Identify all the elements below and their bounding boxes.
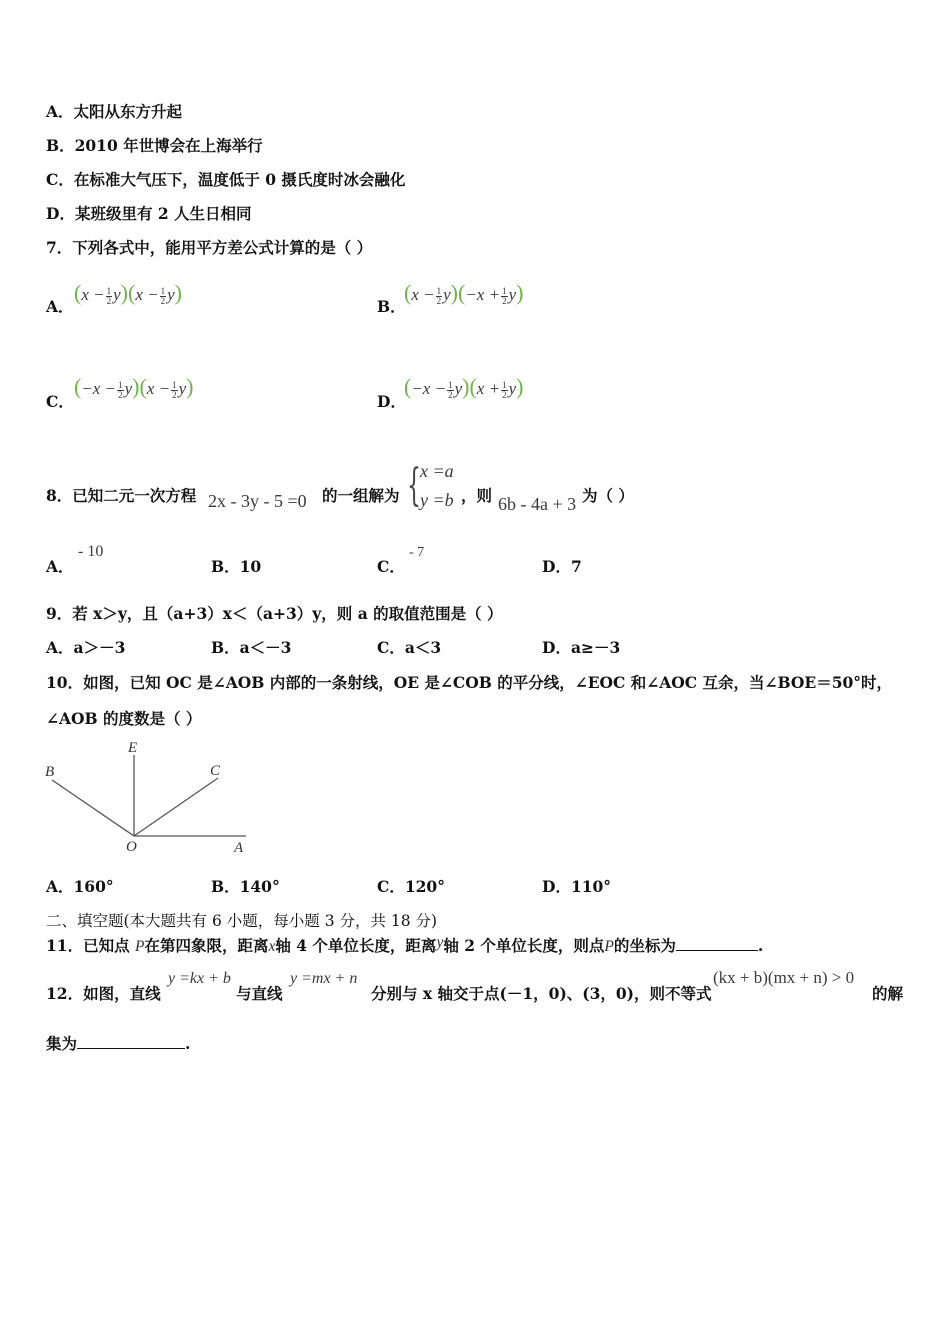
q7-expr-a: (x − $\frac{1}{2}$ y)(x − $\frac{1}{2}$ y): [74, 280, 182, 306]
q7-label-d: D．: [377, 392, 406, 411]
q8-expression: 6b - 4a + 3: [498, 494, 577, 514]
q8-equation: 2x - 3y - 5 =0: [208, 491, 307, 511]
q7-expr-c: (−x − $\frac{1}{2}$ y)(x − $\frac{1}{2}$ y): [74, 374, 194, 400]
q9-option-a: A．a＞－3: [46, 638, 126, 657]
q8-system-brace: {: [407, 460, 421, 511]
figure-label-o: O: [126, 839, 137, 855]
q8-option-a-value: - 10: [78, 543, 104, 560]
q9-option-d: D．a≥－3: [542, 638, 621, 657]
q6-option-c: C．在标准大气压下，温度低于 0 摄氏度时冰会融化: [46, 170, 406, 189]
figure-label-b: B: [45, 764, 55, 780]
ray-ob: [52, 780, 134, 836]
q7-label-a: A．: [46, 297, 74, 316]
q9-option-b: B．a＜－3: [211, 638, 292, 657]
q12-answer-blank[interactable]: [77, 1048, 185, 1049]
q6-option-d: D．某班级里有 2 人生日相同: [46, 204, 252, 223]
q12-stem-e: 集为 .: [46, 1034, 191, 1053]
q10-option-b: B．140°: [211, 877, 280, 896]
q9-option-c: C．a＜3: [377, 638, 442, 657]
q12-stem-a: 12．如图，直线: [46, 984, 161, 1003]
figure-label-e: E: [128, 740, 138, 756]
q10-option-a: A．160°: [46, 877, 114, 896]
q8-stem-a: 8．已知二元一次方程: [46, 486, 197, 505]
q10-stem-line1: 10．如图，已知 OC 是∠AOB 内部的一条射线，OE 是∠COB 的平分线，∠EOC 和∠AOC 互余，当∠BOE＝50°时，: [46, 673, 893, 692]
q8-option-a-label: A．: [46, 557, 74, 576]
q12-inequality: (kx + b)(mx + n) > 0: [713, 968, 855, 987]
figure-label-c: C: [210, 763, 221, 779]
q8-option-d: D．7: [542, 557, 582, 576]
q7-expr-d: (−x − $\frac{1}{2}$ y)(x + $\frac{1}{2}$ y): [404, 374, 524, 400]
q8-system-eq1: x =a: [420, 461, 454, 481]
q6-option-a: A．太阳从东方升起: [46, 102, 183, 121]
q8-stem-d: 为（ ）: [582, 486, 634, 505]
q12-line2: y =mx + n: [290, 970, 358, 987]
q8-option-b: B．10: [211, 557, 262, 576]
q10-option-c: C．120°: [377, 877, 445, 896]
q12-stem-c: 分别与 x 轴交于点(－1，0)、(3，0)，则不等式: [371, 984, 712, 1003]
q6-option-b: B．2010 年世博会在上海举行: [46, 136, 263, 155]
q8-option-c-label: C．: [377, 557, 405, 576]
q7-label-b: B．: [377, 297, 406, 316]
figure-label-a: A: [234, 840, 244, 856]
q8-stem-c: ，则: [461, 486, 493, 505]
q9-stem: 9．若 x＞y，且（a+3）x＜（a+3）y，则 a 的取值范围是（ ）: [46, 604, 503, 623]
q10-angle-figure: [40, 736, 260, 864]
q7-label-c: C．: [46, 392, 74, 411]
q11-line: 11．已知点 P在第四象限，距离x轴 4 个单位长度，距离y轴 2 个单位长度，则点P的坐标为 .: [46, 934, 764, 955]
q12-stem-d: 的解: [872, 984, 904, 1003]
section-title-fill-blank: 二、填空题(本大题共有 6 小题，每小题 3 分，共 18 分): [46, 912, 438, 930]
q12-line1: y =kx + b: [168, 970, 231, 987]
q7-stem: 7．下列各式中，能用平方差公式计算的是（ ）: [46, 238, 373, 257]
q10-stem-line2: ∠AOB 的度数是（ ）: [46, 709, 202, 728]
q8-system-eq2: y =b: [420, 490, 454, 510]
q8-stem-b: 的一组解为: [322, 486, 400, 505]
q8-option-c-value: - 7: [409, 545, 425, 560]
q12-stem-b: 与直线: [236, 984, 283, 1003]
q11-answer-blank[interactable]: [676, 950, 758, 951]
q7-expr-b: (x − $\frac{1}{2}$ y)(−x + $\frac{1}{2}$ y): [404, 280, 524, 306]
ray-oc: [134, 778, 218, 836]
q10-option-d: D．110°: [542, 877, 612, 896]
